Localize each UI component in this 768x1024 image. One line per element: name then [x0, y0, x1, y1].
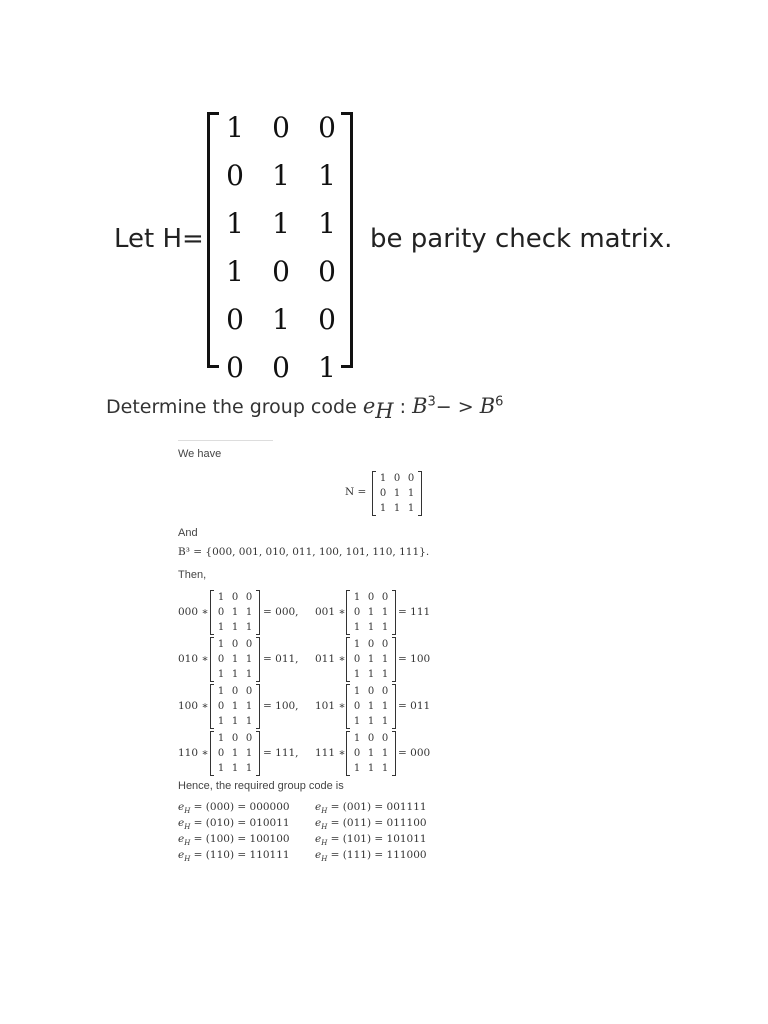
n-cell: 0 [367, 686, 375, 697]
n-cell: 0 [231, 686, 239, 697]
n-cell: 1 [379, 503, 387, 514]
n-cell: 0 [367, 592, 375, 603]
n-cell: 0 [393, 473, 401, 484]
n-cell: 1 [245, 654, 253, 665]
product-result: = 000 [398, 747, 431, 759]
n-cell: 1 [217, 622, 225, 633]
n-cell: 1 [231, 701, 239, 712]
h-matrix [212, 112, 350, 400]
n-matrix [376, 471, 418, 516]
n-cell: 1 [367, 716, 375, 727]
then-text: Then, [178, 569, 207, 581]
n-cell: 1 [217, 592, 225, 603]
product-word: 101 ∗ [315, 700, 346, 712]
n-matrix-copy [350, 590, 392, 635]
n-cell: 0 [353, 654, 361, 665]
code-mapping: = (001) = 001111 [330, 801, 427, 813]
product-word: 010 ∗ [178, 653, 209, 665]
colon: : [393, 396, 413, 418]
h-subscript: H [375, 398, 394, 423]
h-cell: 0 [318, 111, 336, 144]
h-cell: 0 [318, 303, 336, 336]
group-code-entry [178, 801, 290, 815]
n-cell: 1 [231, 622, 239, 633]
n-cell: 1 [353, 639, 361, 650]
h-subscript: H [321, 855, 328, 864]
e-symbol: e [178, 833, 185, 845]
n-cell: 0 [231, 592, 239, 603]
n-cell: 0 [367, 639, 375, 650]
e-symbol: e [178, 817, 185, 829]
n-cell: 1 [353, 669, 361, 680]
code-mapping: = (011) = 011100 [330, 817, 427, 829]
n-cell: 1 [353, 622, 361, 633]
h-cell: 1 [272, 159, 290, 192]
let-h-label: Let H= [114, 224, 204, 254]
h-subscript: H [184, 823, 191, 832]
code-mapping: = (100) = 100100 [193, 833, 290, 845]
product-result: = 100, [263, 700, 299, 712]
b3-set: B³ = {000, 001, 010, 011, 100, 101, 110, 111}. [178, 546, 430, 558]
b6-exponent: 6 [495, 394, 504, 410]
n-cell: 0 [353, 607, 361, 618]
arrow: − > [435, 396, 480, 418]
n-cell: 1 [381, 607, 389, 618]
n-cell: 1 [367, 654, 375, 665]
product-result: = 000, [263, 606, 299, 618]
n-cell: 1 [231, 748, 239, 759]
h-cell: 0 [226, 303, 244, 336]
parity-check-suffix: be parity check matrix. [370, 224, 673, 254]
n-cell: 0 [217, 748, 225, 759]
n-cell: 1 [367, 701, 375, 712]
product-word: 110 ∗ [178, 747, 209, 759]
n-cell: 0 [381, 592, 389, 603]
n-cell: 1 [353, 763, 361, 774]
n-cell: 0 [245, 592, 253, 603]
n-cell: 0 [217, 701, 225, 712]
h-cell: 0 [226, 351, 244, 384]
and-text: And [178, 527, 198, 539]
e-symbol: e [315, 849, 322, 861]
n-cell: 1 [381, 654, 389, 665]
n-cell: 1 [407, 503, 415, 514]
n-cell: 0 [381, 686, 389, 697]
n-cell: 1 [245, 607, 253, 618]
n-cell: 1 [217, 669, 225, 680]
e-symbol: e [315, 801, 322, 813]
b-symbol-2: B [479, 394, 496, 418]
h-cell: 1 [318, 207, 336, 240]
n-cell: 1 [231, 607, 239, 618]
product-result: = 111, [263, 747, 299, 759]
h-subscript: H [321, 839, 328, 848]
product-result: = 111 [398, 606, 431, 618]
n-cell: 1 [367, 763, 375, 774]
product-word: 011 ∗ [315, 653, 346, 665]
h-cell: 1 [272, 303, 290, 336]
h-cell: 0 [318, 255, 336, 288]
n-cell: 1 [217, 763, 225, 774]
n-cell: 1 [393, 503, 401, 514]
b-symbol: B [412, 394, 428, 418]
product-word: 001 ∗ [315, 606, 346, 618]
n-cell: 0 [353, 748, 361, 759]
n-cell: 1 [381, 716, 389, 727]
group-code-entry [315, 801, 427, 815]
n-cell: 1 [231, 654, 239, 665]
n-cell: 0 [353, 701, 361, 712]
code-mapping: = (111) = 111000 [330, 849, 427, 861]
code-mapping: = (000) = 000000 [193, 801, 290, 813]
n-cell: 1 [217, 733, 225, 744]
n-cell: 1 [381, 748, 389, 759]
n-cell: 1 [367, 669, 375, 680]
n-cell: 1 [367, 622, 375, 633]
question-prefix: Determine the group code [106, 396, 357, 418]
question-text [106, 394, 503, 423]
n-cell: 1 [231, 763, 239, 774]
n-cell: 1 [367, 748, 375, 759]
h-subscript: H [184, 807, 191, 816]
n-cell: 0 [217, 607, 225, 618]
n-matrix-copy [214, 590, 256, 635]
group-code-entry [315, 849, 427, 863]
n-cell: 1 [381, 763, 389, 774]
n-matrix-copy [350, 684, 392, 729]
n-cell: 1 [245, 701, 253, 712]
code-mapping: = (110) = 110111 [193, 849, 290, 861]
n-cell: 1 [381, 622, 389, 633]
group-code-entry [178, 817, 290, 831]
h-cell: 0 [272, 351, 290, 384]
group-code-entry [315, 817, 427, 831]
n-cell: 1 [381, 701, 389, 712]
h-subscript: H [184, 839, 191, 848]
h-matrix-right-bracket [341, 112, 353, 368]
separator-line [178, 440, 273, 441]
n-cell: 0 [381, 733, 389, 744]
n-label: N = [345, 486, 367, 498]
n-cell: 1 [245, 716, 253, 727]
n-cell: 1 [353, 716, 361, 727]
h-cell: 0 [272, 255, 290, 288]
we-have-text: We have [178, 448, 222, 460]
n-cell: 1 [367, 607, 375, 618]
b3-exponent: 3 [427, 394, 436, 410]
product-word: 111 ∗ [315, 747, 346, 759]
product-word: 000 ∗ [178, 606, 209, 618]
n-cell: 0 [245, 686, 253, 697]
n-cell: 0 [379, 488, 387, 499]
n-cell: 0 [407, 473, 415, 484]
n-cell: 0 [245, 639, 253, 650]
n-cell: 0 [217, 654, 225, 665]
n-cell: 1 [231, 716, 239, 727]
n-cell: 0 [231, 639, 239, 650]
n-cell: 1 [353, 733, 361, 744]
n-cell: 1 [245, 622, 253, 633]
n-cell: 1 [217, 716, 225, 727]
n-cell: 1 [381, 669, 389, 680]
n-matrix-copy [214, 731, 256, 776]
n-cell: 1 [353, 686, 361, 697]
n-matrix-copy [350, 637, 392, 682]
h-cell: 0 [226, 159, 244, 192]
n-cell: 1 [245, 669, 253, 680]
hence-text: Hence, the required group code is [178, 780, 344, 792]
product-word: 100 ∗ [178, 700, 209, 712]
n-cell: 1 [407, 488, 415, 499]
product-result: = 011 [398, 700, 431, 712]
group-code-entry [178, 849, 290, 863]
n-cell: 1 [245, 748, 253, 759]
n-cell: 1 [393, 488, 401, 499]
h-cell: 1 [318, 159, 336, 192]
e-symbol: e [315, 817, 322, 829]
h-cell: 1 [226, 111, 244, 144]
h-cell: 0 [272, 111, 290, 144]
n-matrix-copy [214, 684, 256, 729]
h-subscript: H [321, 807, 328, 816]
n-cell: 1 [231, 669, 239, 680]
e-symbol: e [178, 849, 185, 861]
n-cell: 0 [231, 733, 239, 744]
n-cell: 0 [245, 733, 253, 744]
h-cell: 1 [318, 351, 336, 384]
group-code-entry [178, 833, 290, 847]
n-cell: 0 [381, 639, 389, 650]
h-cell: 1 [226, 207, 244, 240]
code-mapping: = (010) = 010011 [193, 817, 290, 829]
h-cell: 1 [226, 255, 244, 288]
n-cell: 1 [217, 639, 225, 650]
h-subscript: H [184, 855, 191, 864]
product-result: = 011, [263, 653, 299, 665]
h-subscript: H [321, 823, 328, 832]
group-code-entry [315, 833, 427, 847]
e-symbol: e [315, 833, 322, 845]
product-result: = 100 [398, 653, 431, 665]
n-cell: 1 [245, 763, 253, 774]
n-cell: 0 [367, 733, 375, 744]
n-cell: 1 [217, 686, 225, 697]
n-matrix-copy [350, 731, 392, 776]
e-symbol: e [362, 394, 376, 418]
h-cell: 1 [272, 207, 290, 240]
e-symbol: e [178, 801, 185, 813]
n-cell: 1 [379, 473, 387, 484]
n-cell: 1 [353, 592, 361, 603]
code-mapping: = (101) = 101011 [330, 833, 427, 845]
n-matrix-copy [214, 637, 256, 682]
